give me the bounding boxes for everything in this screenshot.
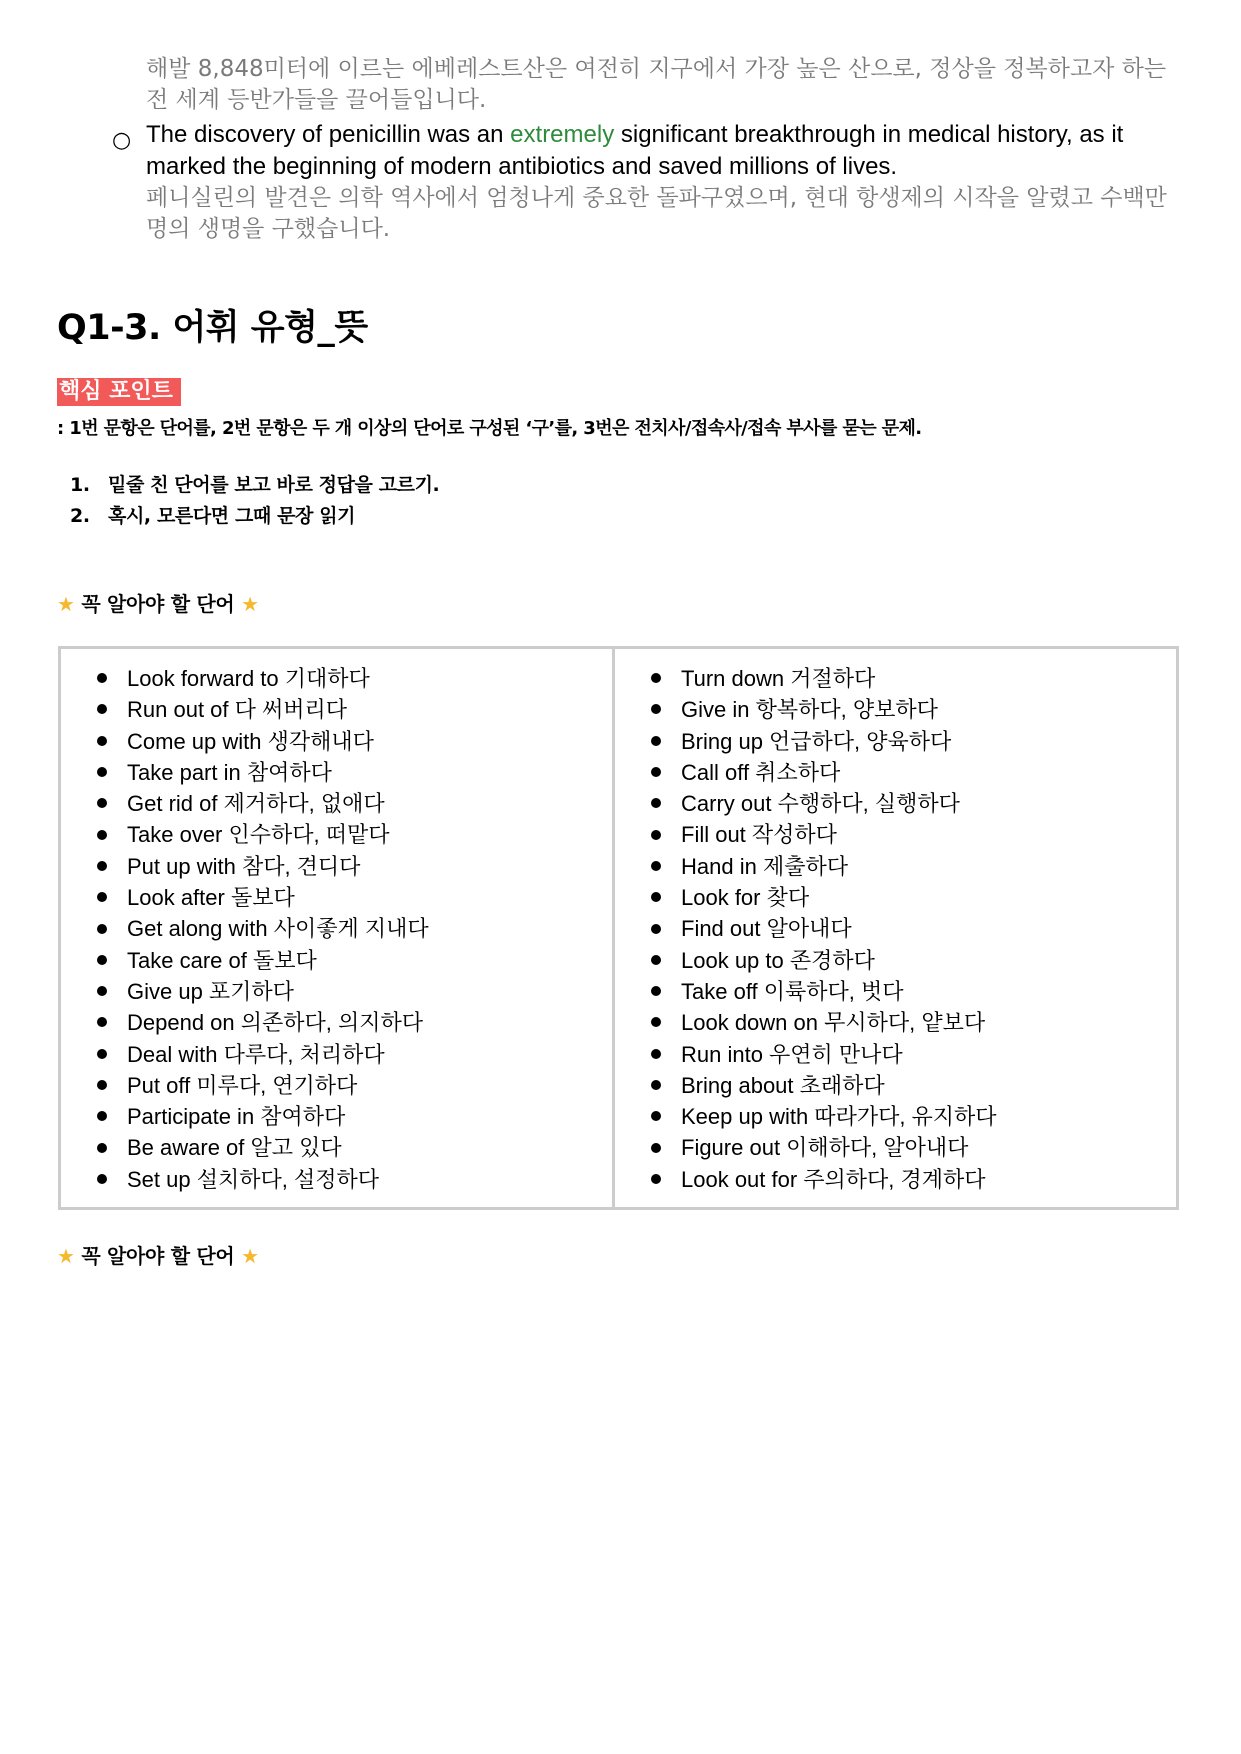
vocab-item: Give up 포기하다 (97, 976, 612, 1007)
vocab-item: Carry out 수행하다, 실행하다 (651, 788, 1176, 819)
bullet-dot-icon (97, 892, 107, 902)
vocab-item: Find out 알아내다 (651, 913, 1176, 944)
bullet-dot-icon (97, 1174, 107, 1184)
bullet-dot-icon (97, 1017, 107, 1027)
step-item: 1. 밑줄 친 단어를 보고 바로 정답을 고르기. (70, 474, 440, 496)
vocab-item: Look forward to 기대하다 (97, 663, 612, 694)
hollow-bullet-icon: ○ (112, 128, 132, 153)
star-icon: ★ (241, 1244, 259, 1268)
vocab-item: Fill out 작성하다 (651, 819, 1176, 850)
star-icon: ★ (57, 592, 75, 616)
key-point-description: : 1번 문항은 단어를, 2번 문항은 두 개 이상의 단어로 구성된 ‘구’를, 3번은 전치사/접속사/접속 부사를 묻는 문제. (57, 418, 922, 439)
vocab-item: Figure out 이해하다, 알아내다 (651, 1132, 1176, 1163)
vocab-item: Run into 우연히 만나다 (651, 1039, 1176, 1070)
vocab-item: Put off 미루다, 연기하다 (97, 1070, 612, 1101)
bullet-dot-icon (97, 1143, 107, 1153)
highlighted-word: extremely (510, 121, 615, 148)
prev-translation: 해발 8,848미터에 이르는 에베레스트산은 여전히 지구에서 가장 높은 산으로, 정상을 정복하고자 하는 전 세계 등반가들을 끌어들입니다. (146, 56, 1167, 113)
steps-list (70, 470, 439, 532)
example-translation: 페니실린의 발견은 의학 역사에서 엄청나게 중요한 돌파구였으며, 현대 항생제의 시작을 알렸고 수백만 명의 생명을 구했습니다. (146, 185, 1167, 242)
vocab-item: Be aware of 알고 있다 (97, 1132, 612, 1163)
bullet-dot-icon (651, 798, 661, 808)
bullet-dot-icon (651, 1080, 661, 1090)
example-before: The discovery of penicillin was an (146, 121, 511, 148)
vocab-item: Look down on 무시하다, 얕보다 (651, 1007, 1176, 1038)
bullet-dot-icon (97, 736, 107, 746)
bullet-dot-icon (97, 1080, 107, 1090)
bullet-dot-icon (651, 892, 661, 902)
bullet-dot-icon (97, 861, 107, 871)
vocab-item: Take off 이륙하다, 벗다 (651, 976, 1176, 1007)
bullet-dot-icon (651, 736, 661, 746)
vocab-item: Give in 항복하다, 양보하다 (651, 694, 1176, 725)
vocab-item: Get along with 사이좋게 지내다 (97, 913, 612, 944)
example-after: significant breakthrough in medical history, as it marked the beginning of modern antibiotics and saved millions of lives. (146, 121, 1124, 180)
vocab-item: Take over 인수하다, 떠맡다 (97, 819, 612, 850)
must-know-words-title: ★ 꼭 알아야 할 단어 ★ (57, 1244, 259, 1268)
step-item: 2. 혹시, 모른다면 그때 문장 읽기 (70, 505, 356, 527)
bullet-dot-icon (97, 798, 107, 808)
bullet-dot-icon (651, 704, 661, 714)
bullet-dot-icon (651, 924, 661, 934)
bullet-dot-icon (651, 673, 661, 683)
vocab-item: Look up to 존경하다 (651, 945, 1176, 976)
star-icon: ★ (57, 1244, 75, 1268)
bullet-dot-icon (651, 767, 661, 777)
vocab-item: Put up with 참다, 견디다 (97, 851, 612, 882)
bullet-dot-icon (97, 1049, 107, 1059)
vocab-item: Bring about 초래하다 (651, 1070, 1176, 1101)
bullet-dot-icon (651, 986, 661, 996)
vocab-item: Look for 찾다 (651, 882, 1176, 913)
bullet-dot-icon (651, 1143, 661, 1153)
vocab-list-left (97, 663, 612, 1195)
bullet-dot-icon (97, 767, 107, 777)
vocab-item: Set up 설치하다, 설정하다 (97, 1164, 612, 1195)
bullet-dot-icon (651, 861, 661, 871)
bullet-dot-icon (97, 704, 107, 714)
bullet-dot-icon (651, 1017, 661, 1027)
bullet-dot-icon (97, 673, 107, 683)
vocab-item: Hand in 제출하다 (651, 851, 1176, 882)
bullet-dot-icon (651, 830, 661, 840)
section-title: Q1-3. 어휘 유형_뜻 (57, 308, 368, 348)
vocab-item: Run out of 다 써버리다 (97, 694, 612, 725)
vocab-item: Take care of 돌보다 (97, 945, 612, 976)
bullet-dot-icon (651, 1174, 661, 1184)
must-know-words-title: ★ 꼭 알아야 할 단어 ★ (57, 592, 259, 616)
bullet-dot-icon (97, 1111, 107, 1121)
vocab-item: Take part in 참여하다 (97, 757, 612, 788)
vocab-item: Come up with 생각해내다 (97, 726, 612, 757)
vocab-item: Depend on 의존하다, 의지하다 (97, 1007, 612, 1038)
vocab-item: Get rid of 제거하다, 없애다 (97, 788, 612, 819)
vocab-column-right (615, 649, 1176, 1207)
vocab-item: Look out for 주의하다, 경계하다 (651, 1164, 1176, 1195)
bullet-dot-icon (651, 1111, 661, 1121)
vocab-item: Look after 돌보다 (97, 882, 612, 913)
bullet-dot-icon (651, 1049, 661, 1059)
bullet-dot-icon (97, 924, 107, 934)
vocab-item: Turn down 거절하다 (651, 663, 1176, 694)
vocab-column-left (61, 649, 615, 1207)
bullet-dot-icon (97, 830, 107, 840)
vocab-table (58, 646, 1179, 1210)
vocab-item: Participate in 참여하다 (97, 1101, 612, 1132)
key-point-badge: 핵심 포인트 (57, 378, 181, 406)
example-sentence (146, 119, 1186, 183)
vocab-item: Bring up 언급하다, 양육하다 (651, 726, 1176, 757)
bullet-dot-icon (651, 955, 661, 965)
vocab-list-right (651, 663, 1176, 1195)
star-icon: ★ (241, 592, 259, 616)
bullet-dot-icon (97, 955, 107, 965)
vocab-item: Keep up with 따라가다, 유지하다 (651, 1101, 1176, 1132)
intro-block (146, 54, 1186, 245)
vocab-item: Call off 취소하다 (651, 757, 1176, 788)
vocab-item: Deal with 다루다, 처리하다 (97, 1039, 612, 1070)
bullet-dot-icon (97, 986, 107, 996)
